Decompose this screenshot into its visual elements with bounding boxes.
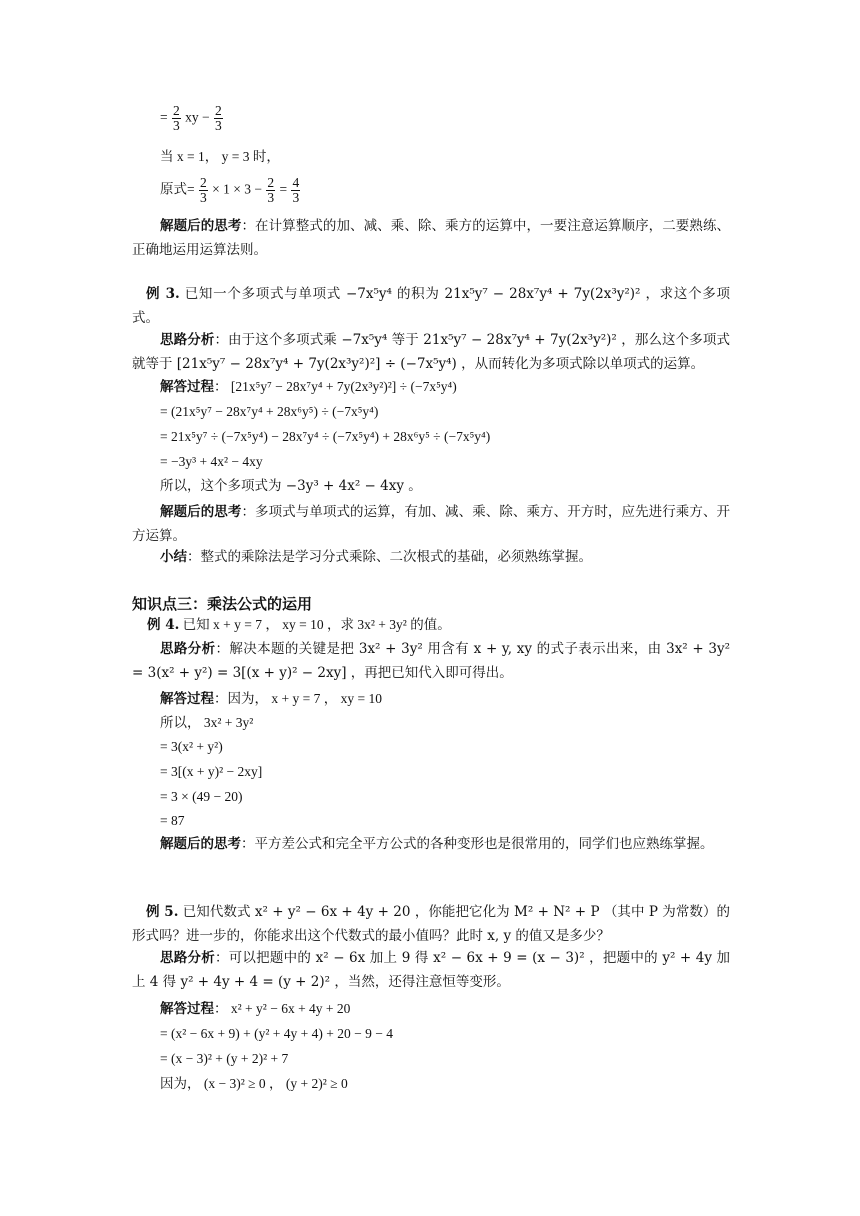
example-5-solution-start: 解答过程： x² + y² − 6x + 4y + 20 [160, 1001, 351, 1017]
solution-step: = 3[(x + y)² − 2xy] [160, 764, 263, 779]
example-3-solution-start: 解答过程： [21x⁵y⁷ − 28x⁷y⁴ + 7y(2x³y²)²] ÷ (−7x⁵y⁴) [160, 379, 457, 395]
solution-step: = (x² − 6x + 9) + (y² + 4y + 4) + 20 − 9 − 4 [160, 1026, 393, 1041]
example-4-problem: 例 4. 已知 x + y = 7 ， xy = 10 ，求 3x² + 3y² 的值。 [147, 617, 451, 633]
example-3-analysis: 思路分析：由于这个多项式乘 −7x⁵y⁴ 等于 21x⁵y⁷ − 28x⁷y⁴ + 7y(2x³y²)² ，那么这个多项式就等于 [21x⁵y⁷ − 28x⁷y⁴ + 7y(2x³y²)²] ÷ (−7x⁵y⁴) ，从而转化为多项式除以单项式的运算。 [132, 332, 730, 372]
fraction: $\frac{2}{3}$ [200, 175, 207, 205]
fraction: $\frac{4}{3}$ [292, 175, 300, 205]
reflection-paragraph: 解题后的思考：多项式与单项式的运算，有加、减、乘、除、乘方、开方时，应先进行乘方、开方运算。 [132, 504, 731, 544]
example-4-analysis: 思路分析：解决本题的关键是把 3x² + 3y² 用含有 x + y, xy 的式子表示出来，由 3x² + 3y² = 3(x² + y²) = 3[(x + y)² − 2xy] ，再把已知代入即可得出。 [132, 641, 730, 681]
solution-step: = 21x⁵y⁷ ÷ (−7x⁵y⁴) − 28x⁷y⁴ ÷ (−7x⁵y⁴) + 28x⁶y⁵ ÷ (−7x⁵y⁴) [160, 429, 491, 444]
calc-line-1: = $\frac{2}{3}$ xy − $\frac{2}{3}$ [160, 103, 222, 133]
example-4-solution-start: 解答过程：因为， x + y = 7 ， xy = 10 [160, 691, 382, 707]
reflection-paragraph: 解题后的思考：在计算整式的加、减、乘、除、乘方的运算中，一要注意运算顺序，二要熟练、正确地运用运算法则。 [132, 218, 731, 258]
example-5-analysis: 思路分析：可以把题中的 x² − 6x 加上 9 得 x² − 6x + 9 = (x − 3)² ，把题中的 y² + 4y 加上 4 得 y² + 4y + 4 = (y + 2)² ，当然，还得注意恒等变形。 [132, 950, 730, 990]
calc-line-2: 当 x = 1， y = 3 时， [160, 149, 280, 164]
solution-step: = −3y³ + 4x² − 4xy [160, 454, 263, 469]
example-3-conclusion: 所以，这个多项式为 −3y³ + 4x² − 4xy 。 [160, 478, 422, 494]
example-5-problem: 例 5. 已知代数式 x² + y² − 6x + 4y + 20 ，你能把它化为 M² + N² + P （其中 P 为常数）的形式吗？进一步的，你能求出这个代数式的最小值吗？此时 x, y 的值又是多少？ [132, 904, 730, 944]
reflection-paragraph: 解题后的思考：平方差公式和完全平方公式的各种变形也是很常用的，同学们也应熟练掌握。 [160, 836, 714, 852]
solution-step: 所以， 3x² + 3y² [160, 715, 254, 730]
solution-step: = 3 × (49 − 20) [160, 789, 243, 804]
solution-step: = (21x⁵y⁷ − 28x⁷y⁴ + 28x⁶y⁵) ÷ (−7x⁵y⁴) [160, 404, 379, 419]
solution-step: 因为， (x − 3)² ≥ 0 ， (y + 2)² ≥ 0 [160, 1076, 348, 1091]
solution-step: = (x − 3)² + (y + 2)² + 7 [160, 1051, 289, 1066]
solution-step: = 87 [160, 813, 185, 828]
fraction: $\frac{2}{3}$ [173, 103, 180, 133]
example-3-problem: 例 3. 已知一个多项式与单项式 −7x⁵y⁴ 的积为 21x⁵y⁷ − 28x⁷y⁴ + 7y(2x³y²)² ，求这个多项式。 [132, 286, 731, 326]
section-heading: 知识点三：乘法公式的运用 [132, 595, 313, 613]
fraction: $\frac{2}{3}$ [267, 175, 275, 205]
calc-line-3: 原式= $\frac{2}{3}$ × 1 × 3 − $\frac{2}{3}$ = $\frac{4}{3}$ [160, 175, 300, 205]
fraction: $\frac{2}{3}$ [215, 103, 222, 133]
summary-paragraph: 小结：整式的乘除法是学习分式乘除、二次根式的基础，必须熟练掌握。 [160, 549, 592, 565]
solution-step: = 3(x² + y²) [160, 739, 223, 754]
